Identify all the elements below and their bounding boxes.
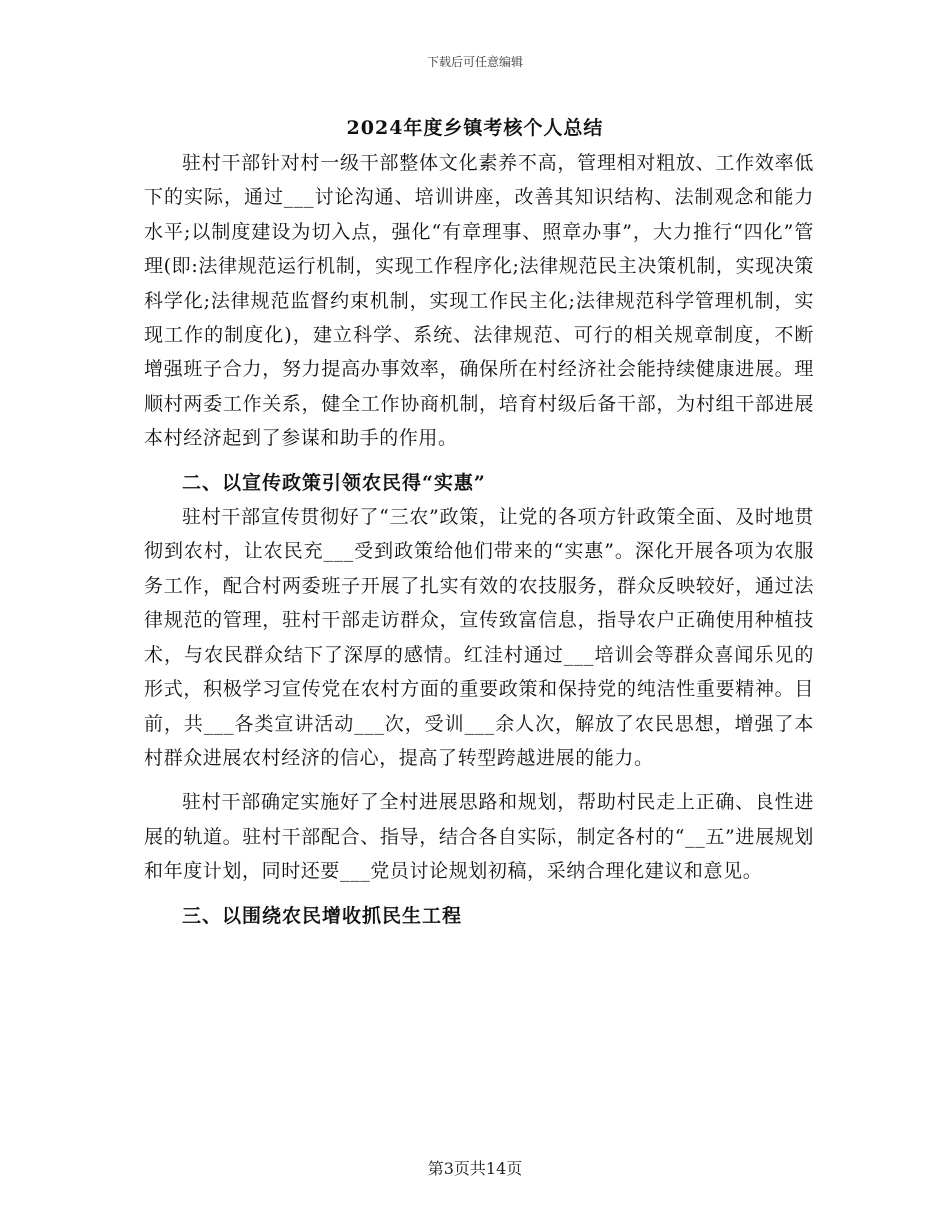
document-title: 2024年度乡镇考核个人总结 — [346, 117, 604, 139]
document-body — [144, 146, 814, 933]
paragraph-2: 驻村干部宣传贯彻好了“三农”政策，让党的各项方针政策全面、及时地贯彻到农村，让农民充___受到政策给他们带来的“实惠”。深化开展各项为农服务工作，配合村两委班子开展了扎实有效的农技服务，群众反映较好，通过法律规范的管理，驻村干部走访群众，宣传致富信息，指导农户正确使用种植技术，与农民群众结下了深厚的感情。红洼村通过___培训会等群众喜闻乐见的形式，积极学习宣传党在农村方面的重要政策和保持党的纯洁性重要精神。目前，共___各类宣讲活动___次，受训___余人次，解放了农民思想，增强了本村群众进展农村经济的信心，提高了转型跨越进展的能力。 — [144, 506, 814, 769]
spacer — [144, 889, 814, 899]
section-heading-3: 三、以围绕农民增收抓民生工程 — [182, 904, 463, 927]
section-heading-2: 二、以宣传政策引领农民得“实惠” — [182, 471, 486, 494]
page-header-note: 下载后可任意编辑 — [426, 55, 523, 69]
spacer — [144, 456, 814, 466]
paragraph-3: 驻村干部确定实施好了全村进展思路和规划，帮助村民走上正确、良性进展的轨道。驻村干部配合、指导，结合各自实际，制定各村的“__五”进展规划和年度计划，同时还要___党员讨论规划初稿，采纳合理化建议和意见。 — [144, 791, 814, 883]
spacer — [144, 775, 814, 785]
paragraph-1: 驻村干部针对村一级干部整体文化素养不高，管理相对粗放、工作效率低下的实际，通过___讨论沟通、培训讲座，改善其知识结构、法制观念和能力水平;以制度建设为切入点，强化“有章理事、照章办事”，大力推行“四化”管理(即:法律规范运行机制，实现工作程序化;法律规范民主决策机制，实现决策科学化;法律规范监督约束机制，实现工作民主化;法律规范科学管理机制，实现工作的制度化)，建立科学、系统、法律规范、可行的相关规章制度，不断增强班子合力，努力提高办事效率，确保所在村经济社会能持续健康进展。理顺村两委工作关系，健全工作协商机制，培育村级后备干部，为村组干部进展本村经济起到了参谋和助手的作用。 — [144, 152, 814, 450]
page-number: 第3页共14页 — [427, 1159, 523, 1178]
